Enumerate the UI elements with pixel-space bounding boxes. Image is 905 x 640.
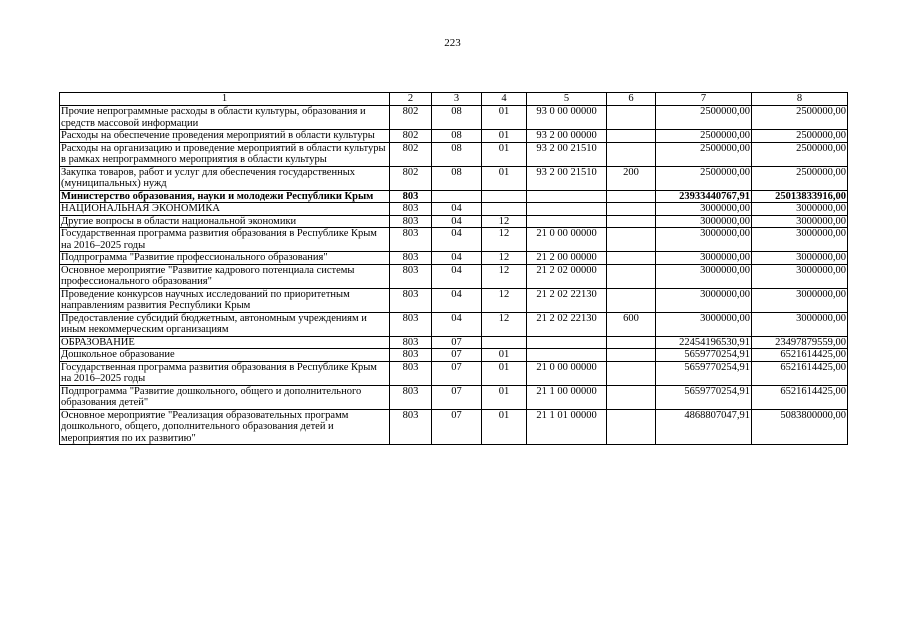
expense-type-cell	[607, 385, 656, 409]
gl-admin-code-cell: 803	[390, 264, 432, 288]
section-code-cell	[432, 190, 482, 203]
subsection-code-cell: 01	[482, 130, 527, 143]
expense-type-cell	[607, 349, 656, 362]
row-name-cell: Закупка товаров, работ и услуг для обеспечения государственных (муниципальных) нужд	[60, 166, 390, 190]
amount-year2-cell: 2500000,00	[752, 142, 848, 166]
target-article-cell	[527, 215, 607, 228]
subsection-code-cell: 01	[482, 385, 527, 409]
section-code-cell: 07	[432, 409, 482, 445]
column-header: 7	[656, 93, 752, 106]
gl-admin-code-cell: 802	[390, 130, 432, 143]
table-row	[60, 385, 848, 409]
subsection-code-cell	[482, 203, 527, 216]
row-name-cell: Расходы на организацию и проведение мероприятий в области культуры в рамках непрограммного мероприятия в области культуры	[60, 142, 390, 166]
gl-admin-code-cell: 803	[390, 228, 432, 252]
amount-year1-cell: 22454196530,91	[656, 336, 752, 349]
expense-type-cell	[607, 264, 656, 288]
amount-year1-cell: 5659770254,91	[656, 349, 752, 362]
amount-year1-cell: 3000000,00	[656, 288, 752, 312]
amount-year1-cell: 2500000,00	[656, 130, 752, 143]
section-code-cell: 08	[432, 166, 482, 190]
amount-year1-cell: 2500000,00	[656, 106, 752, 130]
row-name-cell: Государственная программа развития образования в Республике Крым на 2016–2025 годы	[60, 228, 390, 252]
amount-year2-cell: 2500000,00	[752, 166, 848, 190]
amount-year2-cell: 5083800000,00	[752, 409, 848, 445]
target-article-cell: 21 2 00 00000	[527, 252, 607, 265]
column-header: 1	[60, 93, 390, 106]
table-row	[60, 252, 848, 265]
expense-type-cell	[607, 190, 656, 203]
expense-type-cell: 600	[607, 312, 656, 336]
expense-type-cell	[607, 336, 656, 349]
amount-year2-cell: 3000000,00	[752, 312, 848, 336]
gl-admin-code-cell: 802	[390, 166, 432, 190]
target-article-cell	[527, 203, 607, 216]
amount-year1-cell: 3000000,00	[656, 264, 752, 288]
row-name-cell: Министерство образования, науки и молодежи Республики Крым	[60, 190, 390, 203]
section-code-cell: 07	[432, 349, 482, 362]
amount-year2-cell: 6521614425,00	[752, 361, 848, 385]
table-row	[60, 312, 848, 336]
amount-year2-cell: 3000000,00	[752, 215, 848, 228]
amount-year2-cell: 3000000,00	[752, 228, 848, 252]
section-code-cell: 04	[432, 203, 482, 216]
table-row	[60, 349, 848, 362]
subsection-code-cell: 12	[482, 252, 527, 265]
table-row	[60, 264, 848, 288]
row-name-cell: Проведение конкурсов научных исследований по приоритетным направлениям развития Республики Крым	[60, 288, 390, 312]
amount-year1-cell: 23933440767,91	[656, 190, 752, 203]
section-code-cell: 07	[432, 385, 482, 409]
amount-year2-cell: 23497879559,00	[752, 336, 848, 349]
row-name-cell: Государственная программа развития образования в Республике Крым на 2016–2025 годы	[60, 361, 390, 385]
subsection-code-cell: 12	[482, 228, 527, 252]
subsection-code-cell: 01	[482, 142, 527, 166]
table-row	[60, 228, 848, 252]
row-name-cell: Основное мероприятие "Развитие кадрового потенциала системы профессионального образования"	[60, 264, 390, 288]
amount-year1-cell: 3000000,00	[656, 312, 752, 336]
target-article-cell: 93 2 00 21510	[527, 166, 607, 190]
table-row	[60, 361, 848, 385]
gl-admin-code-cell: 803	[390, 203, 432, 216]
expense-type-cell: 200	[607, 166, 656, 190]
amount-year1-cell: 3000000,00	[656, 252, 752, 265]
table-row	[60, 336, 848, 349]
amount-year1-cell: 2500000,00	[656, 142, 752, 166]
section-code-cell: 08	[432, 106, 482, 130]
amount-year1-cell: 4868807047,91	[656, 409, 752, 445]
expense-type-cell	[607, 361, 656, 385]
amount-year2-cell: 3000000,00	[752, 288, 848, 312]
table-row	[60, 130, 848, 143]
amount-year2-cell: 2500000,00	[752, 130, 848, 143]
target-article-cell	[527, 190, 607, 203]
row-name-cell: Основное мероприятие "Реализация образовательных программ дошкольного, общего, дополнительного образования детей и мероприятия по их развитию"	[60, 409, 390, 445]
gl-admin-code-cell: 803	[390, 361, 432, 385]
subsection-code-cell: 12	[482, 288, 527, 312]
subsection-code-cell	[482, 190, 527, 203]
row-name-cell: Подпрограмма "Развитие дошкольного, общего и дополнительного образования детей"	[60, 385, 390, 409]
section-code-cell: 07	[432, 336, 482, 349]
expense-type-cell	[607, 106, 656, 130]
section-code-cell: 08	[432, 142, 482, 166]
target-article-cell: 21 2 02 00000	[527, 264, 607, 288]
section-code-cell: 04	[432, 252, 482, 265]
expense-type-cell	[607, 252, 656, 265]
target-article-cell: 93 2 00 21510	[527, 142, 607, 166]
gl-admin-code-cell: 802	[390, 142, 432, 166]
gl-admin-code-cell: 802	[390, 106, 432, 130]
target-article-cell: 21 2 02 22130	[527, 288, 607, 312]
table-row	[60, 106, 848, 130]
amount-year2-cell: 3000000,00	[752, 264, 848, 288]
column-header: 3	[432, 93, 482, 106]
target-article-cell	[527, 349, 607, 362]
row-name-cell: Подпрограмма "Развитие профессионального образования"	[60, 252, 390, 265]
amount-year2-cell: 3000000,00	[752, 203, 848, 216]
amount-year1-cell: 3000000,00	[656, 215, 752, 228]
section-code-cell: 07	[432, 361, 482, 385]
target-article-cell: 21 1 01 00000	[527, 409, 607, 445]
gl-admin-code-cell: 803	[390, 349, 432, 362]
table-row	[60, 288, 848, 312]
column-header: 4	[482, 93, 527, 106]
budget-table	[59, 92, 848, 445]
expense-type-cell	[607, 409, 656, 445]
table-header-row	[60, 93, 848, 106]
expense-type-cell	[607, 142, 656, 166]
subsection-code-cell: 01	[482, 106, 527, 130]
subsection-code-cell: 01	[482, 166, 527, 190]
section-code-cell: 04	[432, 215, 482, 228]
gl-admin-code-cell: 803	[390, 409, 432, 445]
section-code-cell: 04	[432, 288, 482, 312]
section-code-cell: 04	[432, 312, 482, 336]
row-name-cell: Прочие непрограммные расходы в области культуры, образования и средств массовой информации	[60, 106, 390, 130]
gl-admin-code-cell: 803	[390, 190, 432, 203]
target-article-cell: 21 1 00 00000	[527, 385, 607, 409]
gl-admin-code-cell: 803	[390, 336, 432, 349]
row-name-cell: НАЦИОНАЛЬНАЯ ЭКОНОМИКА	[60, 203, 390, 216]
gl-admin-code-cell: 803	[390, 252, 432, 265]
subsection-code-cell	[482, 336, 527, 349]
target-article-cell: 21 0 00 00000	[527, 361, 607, 385]
amount-year1-cell: 3000000,00	[656, 203, 752, 216]
expense-type-cell	[607, 215, 656, 228]
amount-year1-cell: 3000000,00	[656, 228, 752, 252]
row-name-cell: Дошкольное образование	[60, 349, 390, 362]
target-article-cell: 93 2 00 00000	[527, 130, 607, 143]
amount-year2-cell: 3000000,00	[752, 252, 848, 265]
row-name-cell: Расходы на обеспечение проведения мероприятий в области культуры	[60, 130, 390, 143]
table-row	[60, 190, 848, 203]
gl-admin-code-cell: 803	[390, 312, 432, 336]
table-row	[60, 203, 848, 216]
column-header: 6	[607, 93, 656, 106]
expense-type-cell	[607, 228, 656, 252]
page-number: 223	[444, 37, 461, 49]
section-code-cell: 04	[432, 228, 482, 252]
subsection-code-cell: 12	[482, 264, 527, 288]
subsection-code-cell: 01	[482, 361, 527, 385]
subsection-code-cell: 12	[482, 312, 527, 336]
expense-type-cell	[607, 130, 656, 143]
gl-admin-code-cell: 803	[390, 385, 432, 409]
amount-year2-cell: 25013833916,00	[752, 190, 848, 203]
column-header: 2	[390, 93, 432, 106]
target-article-cell: 21 2 02 22130	[527, 312, 607, 336]
table-row	[60, 215, 848, 228]
amount-year1-cell: 2500000,00	[656, 166, 752, 190]
target-article-cell: 93 0 00 00000	[527, 106, 607, 130]
section-code-cell: 04	[432, 264, 482, 288]
expense-type-cell	[607, 288, 656, 312]
amount-year2-cell: 6521614425,00	[752, 385, 848, 409]
row-name-cell: Предоставление субсидий бюджетным, автономным учреждениям и иным некоммерческим организациям	[60, 312, 390, 336]
table-row	[60, 166, 848, 190]
amount-year2-cell: 2500000,00	[752, 106, 848, 130]
section-code-cell: 08	[432, 130, 482, 143]
column-header: 5	[527, 93, 607, 106]
target-article-cell: 21 0 00 00000	[527, 228, 607, 252]
table-row	[60, 142, 848, 166]
column-header: 8	[752, 93, 848, 106]
gl-admin-code-cell: 803	[390, 215, 432, 228]
amount-year2-cell: 6521614425,00	[752, 349, 848, 362]
table-row	[60, 409, 848, 445]
amount-year1-cell: 5659770254,91	[656, 385, 752, 409]
subsection-code-cell: 01	[482, 409, 527, 445]
expense-type-cell	[607, 203, 656, 216]
target-article-cell	[527, 336, 607, 349]
subsection-code-cell: 01	[482, 349, 527, 362]
amount-year1-cell: 5659770254,91	[656, 361, 752, 385]
row-name-cell: Другие вопросы в области национальной экономики	[60, 215, 390, 228]
subsection-code-cell: 12	[482, 215, 527, 228]
row-name-cell: ОБРАЗОВАНИЕ	[60, 336, 390, 349]
gl-admin-code-cell: 803	[390, 288, 432, 312]
